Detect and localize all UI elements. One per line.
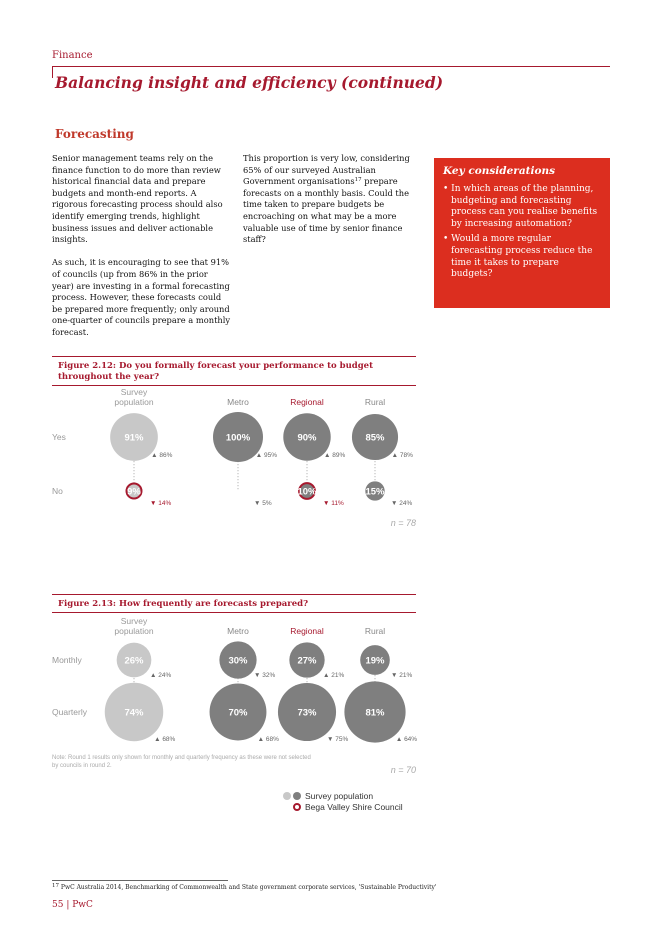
paragraph-text: prepare forecasts on a monthly basis. Could the time taken to prepare budgets be encroaching on what may be a more valuable use of time by senior finance staff?: [243, 176, 410, 245]
sample-size: n = 78: [390, 518, 416, 528]
bubble-value: 10%: [297, 486, 317, 498]
header-rule-tick: [52, 66, 53, 78]
prior-value: ▼ 5%: [254, 500, 272, 507]
figure-1-title: Figure 2.12: Do you formally forecast your performance to budget throughout the year?: [58, 361, 373, 382]
prior-value: ▲ 21%: [323, 672, 345, 679]
key-consideration-text: In which areas of the planning, budgeting and forecasting process can you realise benefits by increasing automation?: [451, 184, 598, 229]
page-title: Balancing insight and efficiency (continued): [55, 73, 444, 92]
key-consideration-text: Would a more regular forecasting process reduce the time it takes to prepare budgets?: [451, 234, 593, 280]
paragraph: Senior management teams rely on the finance function to do more than review historical financial data and prepare budgets and month-end reports. A rigorous forecasting process should also identify emerging trends, highlight business issues and deliver actionable insights.: [52, 153, 223, 245]
bubble-value: 9%: [127, 486, 141, 498]
legend-survey-label: Survey population: [305, 790, 374, 801]
section-label: Finance: [52, 50, 93, 61]
header-rule: [52, 66, 610, 67]
bubble-value: 30%: [228, 655, 248, 667]
prior-value: ▲ 24%: [150, 672, 172, 679]
article-subtitle: Forecasting: [55, 127, 134, 141]
prior-value: ▲ 64%: [395, 736, 418, 743]
column-header: Survey: [120, 387, 148, 397]
column-header: Rural: [364, 397, 386, 407]
bubble-value: 90%: [297, 432, 317, 444]
bubble-value: 19%: [365, 655, 385, 667]
bubble-value: 91%: [124, 432, 144, 444]
footnote-number: 17: [52, 883, 59, 889]
legend-council-ring: [293, 803, 301, 811]
legend-survey: [283, 790, 403, 801]
brand-name: PwC: [72, 900, 93, 910]
paragraph-text: This proportion is very low, considering 65% of our surveyed Australian Government organisations: [243, 153, 410, 187]
paragraph: [243, 153, 415, 246]
bubble-value: 85%: [365, 432, 385, 444]
footnote-ref[interactable]: 17: [354, 177, 362, 184]
bubble-value: 100%: [225, 432, 251, 444]
legend-dark-dot: [293, 792, 301, 800]
bubble-value: 26%: [124, 655, 144, 667]
article-column-2: [243, 153, 415, 257]
column-header: Rural: [364, 626, 386, 636]
row-label: Yes: [52, 432, 66, 442]
column-header: population: [114, 626, 154, 636]
column-header: Metro: [227, 626, 249, 636]
prior-value: ▲ 95%: [255, 452, 277, 459]
column-header: Metro: [227, 397, 249, 407]
bubble-value: 15%: [365, 486, 385, 498]
prior-value: ▼ 24%: [391, 500, 413, 507]
prior-value: ▼ 32%: [254, 672, 276, 679]
row-label: No: [52, 486, 63, 496]
key-considerations-title: Key considerations: [443, 165, 556, 177]
figure-1-top-rule: [52, 356, 416, 357]
legend-light-dot: [283, 792, 291, 800]
column-header: Regional: [290, 397, 324, 407]
figure-1-chart: [0, 385, 662, 535]
column-header: Survey: [120, 616, 148, 626]
key-consideration-item: • In which areas of the planning, budgeting and forecasting process can you realise benefits by increasing automation?: [443, 184, 598, 229]
row-label: Quarterly: [52, 707, 87, 717]
figure-2-top-rule: [52, 594, 416, 595]
legend-council-label: Bega Valley Shire Council: [305, 801, 403, 812]
prior-value: ▲ 68%: [257, 736, 279, 743]
prior-value: ▲ 86%: [151, 452, 173, 459]
footnote-rule: [52, 880, 228, 881]
chart-legend: [283, 790, 403, 812]
column-header: Regional: [290, 626, 324, 636]
paragraph: As such, it is encouraging to see that 91% of councils (up from 86% in the prior year) are investing in a formal forecasting process. However, these forecasts could be prepared more frequently; only around one-quarter of councils prepare a monthly forecast.: [52, 257, 231, 337]
column-header: population: [114, 397, 154, 407]
figure-2-note: Note: Round 1 results only shown for monthly and quarterly frequency as these were not selected by councils in round 2.: [52, 755, 311, 769]
prior-value: ▼ 21%: [391, 672, 413, 679]
legend-council: [293, 801, 403, 812]
bubble-value: 81%: [365, 707, 385, 719]
figure-2-title: Figure 2.13: How frequently are forecasts prepared?: [58, 599, 309, 609]
article-column-1: [52, 153, 232, 350]
footnote-text: PwC Australia 2014, Benchmarking of Commonwealth and State government corporate services, 'Sustainable Productivity': [60, 884, 437, 891]
key-consideration-item: • Would a more regular forecasting process reduce the time it takes to prepare budgets?: [443, 234, 593, 280]
bubble-value: 27%: [297, 655, 317, 667]
sample-size: n = 70: [390, 765, 416, 775]
footnote: [52, 884, 437, 891]
page-number-separator: |: [66, 900, 70, 910]
bubble-value: 70%: [228, 707, 248, 719]
page-number-value: 55: [52, 900, 64, 910]
key-considerations-box: [434, 158, 610, 308]
prior-value: ▲ 68%: [154, 736, 176, 743]
prior-value: ▲ 78%: [391, 452, 413, 459]
prior-value: ▲ 89%: [324, 452, 346, 459]
page-number: [52, 900, 93, 910]
bubble-value: 73%: [297, 707, 317, 719]
prior-value: ▼ 11%: [323, 500, 344, 507]
row-label: Monthly: [52, 655, 82, 665]
key-considerations-list: [443, 184, 602, 281]
bubble-value: 74%: [124, 707, 144, 719]
prior-value: ▼ 75%: [326, 736, 349, 743]
prior-value: ▼ 14%: [150, 500, 172, 507]
